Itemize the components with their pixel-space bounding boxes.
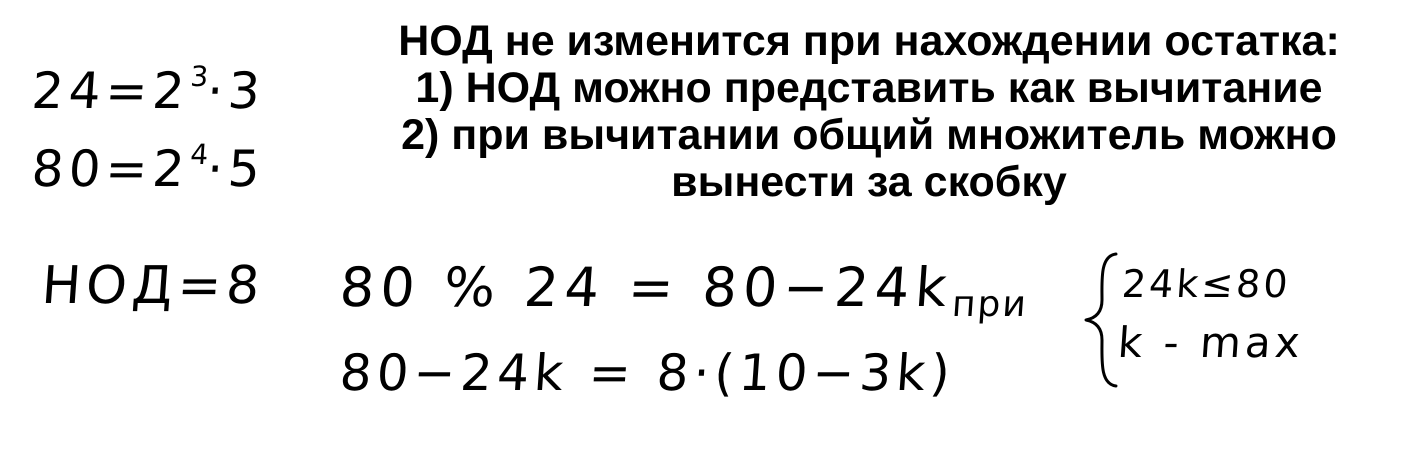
factor-80-eq: = xyxy=(103,140,155,198)
factored-equation: 80−24k = 8·(10−3k) xyxy=(337,344,957,402)
remainder-equation: 80 % 24 = 80−24k xyxy=(337,256,955,319)
factor-80-base: 2 xyxy=(150,140,192,198)
system-condition-1: 24k≤80 xyxy=(1120,262,1293,306)
heading-line-3: 2) при вычитании общий множитель можно xyxy=(401,111,1337,159)
factor-80-rest: ·5 xyxy=(205,140,267,198)
factor-80-lhs: 80 xyxy=(29,140,108,198)
heading-line-2: 1) НОД можно представить как вычитание xyxy=(415,64,1323,112)
factor-24-base: 2 xyxy=(150,62,192,120)
factorization-24 xyxy=(30,62,267,120)
factorization-80 xyxy=(30,140,267,198)
heading-line-1: НОД не изменится при нахождении остатка: xyxy=(398,17,1340,65)
system-brace xyxy=(1080,250,1120,390)
factor-24-eq: = xyxy=(103,62,155,120)
heading-line-4: вынести за скобку xyxy=(671,158,1067,206)
gcd-result: НОД=8 xyxy=(39,256,267,316)
system-condition-2: k - max xyxy=(1116,318,1306,367)
heading-text xyxy=(330,18,1408,206)
factor-80-exponent: 4 xyxy=(189,138,210,171)
factor-24-rest: ·3 xyxy=(205,62,267,120)
factor-24-exponent: 3 xyxy=(189,60,210,93)
condition-word: при xyxy=(950,284,1030,325)
factor-24-lhs: 24 xyxy=(29,62,108,120)
